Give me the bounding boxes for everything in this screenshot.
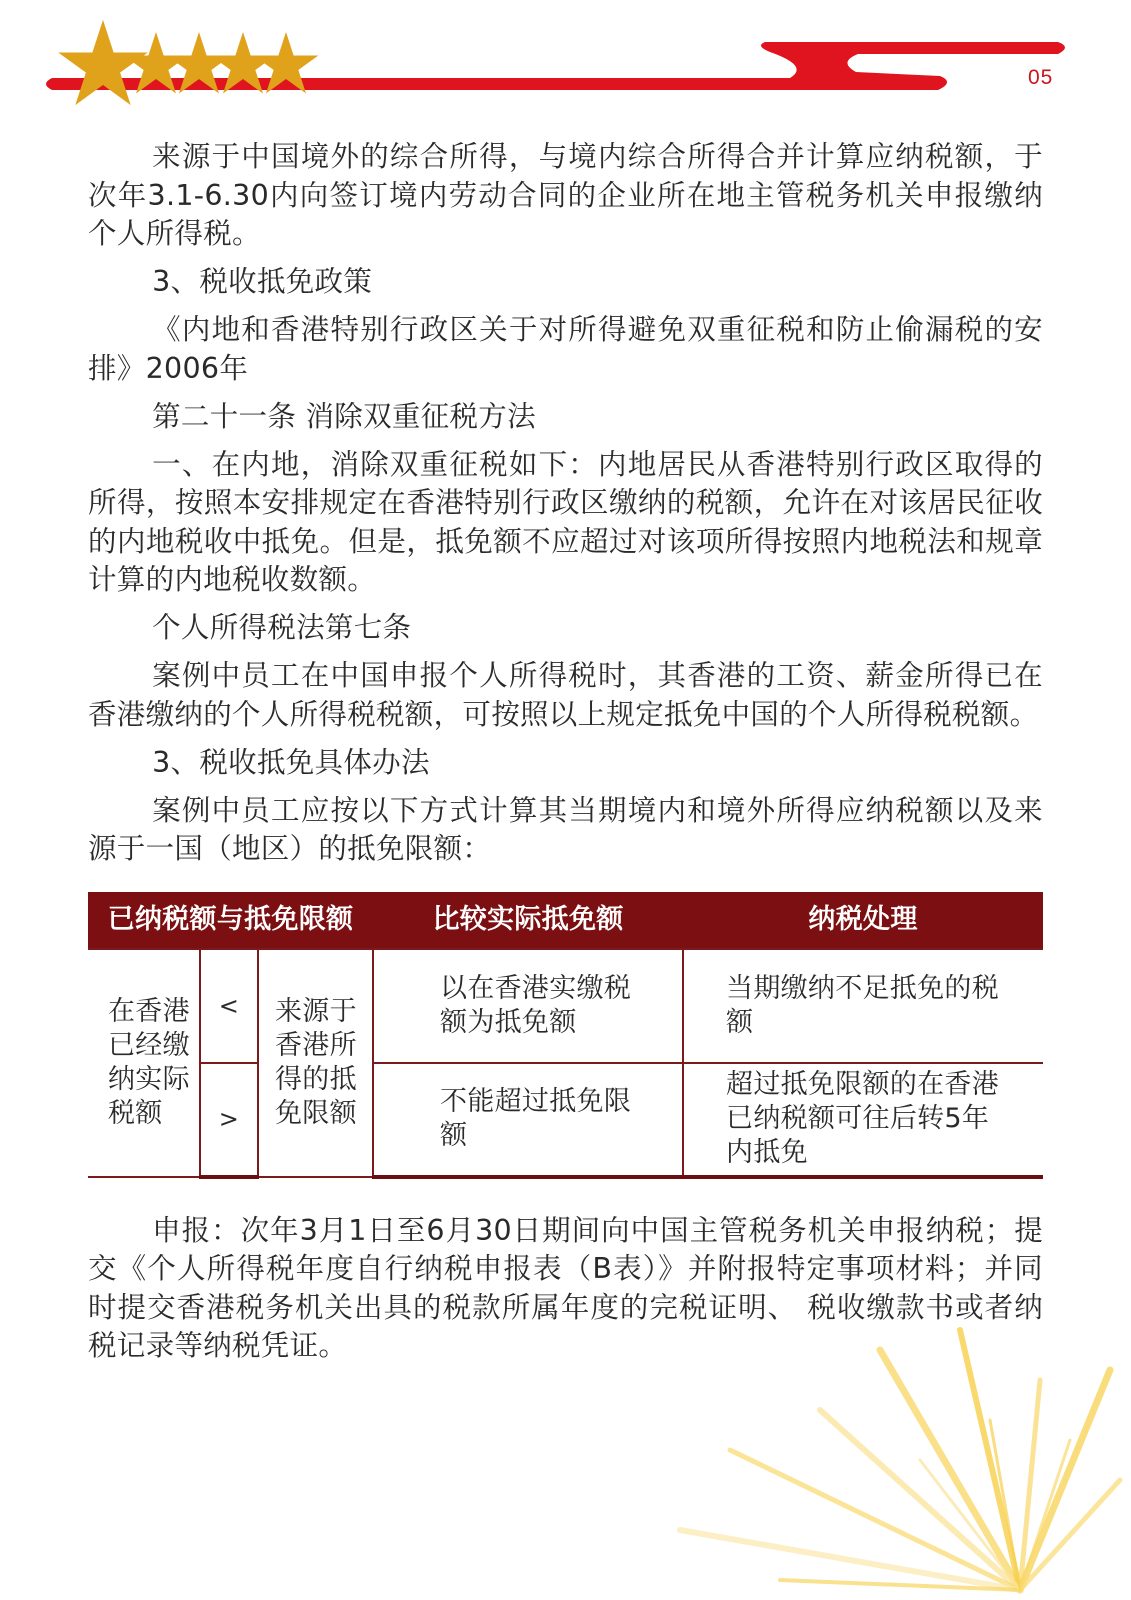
tax-credit-table (88, 892, 1043, 1179)
paragraph: 申报：次年3月1日至6月30日期间向中国主管税务机关申报纳税；提交《个人所得税年度自行纳税申报表（B表）》并附报特定事项材料；并同时提交香港税务机关出具的税款所属年度的完税证明、 税收缴款书或者纳税记录等纳税凭证。 (88, 1213, 1043, 1362)
page-number: 05 (1028, 66, 1054, 89)
result-cell: 不能超过抵免限额 (373, 1063, 683, 1177)
star-icon (231, 53, 256, 77)
table-row (88, 1063, 1043, 1177)
tax-credit-table-wrapper (88, 892, 1043, 1179)
star-icon (187, 53, 212, 77)
paragraph: 《内地和香港特别行政区关于对所得避免双重征税和防止偷漏税的安排》2006年 (88, 313, 1043, 385)
star-icon (144, 53, 169, 77)
credit-limit-cell: 来源于香港所得的抵免限额 (258, 949, 373, 1177)
star-icon (86, 49, 120, 82)
law-heading: 个人所得税法第七条 (152, 611, 412, 644)
table-row (88, 949, 1043, 1063)
table-header-cell: 纳税处理 (683, 892, 1043, 949)
article-heading: 第二十一条 消除双重征税方法 (152, 399, 536, 433)
section-heading: 3、税收抵免政策 (152, 265, 373, 298)
paragraph: 案例中员工应按以下方式计算其当期境内和境外所得应纳税额以及来源于一国（地区）的抵免限额： (88, 793, 1043, 865)
table-header-cell: 已纳税额与抵免限额 (88, 892, 373, 949)
action-cell: 当期缴纳不足抵免的税额 (683, 949, 1043, 1063)
section-heading: 3、税收抵免具体办法 (152, 745, 430, 779)
table-header-row (88, 892, 1043, 949)
main-content (88, 138, 1043, 1375)
paragraph: 案例中员工在中国申报个人所得税时，其香港的工资、薪金所得已在香港缴纳的个人所得税税额，可按照以上规定抵免中国的个人所得税税额。 (88, 659, 1043, 731)
less-than-operator: < (200, 949, 258, 1063)
header-decoration (0, 0, 1131, 110)
greater-than-operator: > (200, 1063, 258, 1177)
star-icon (274, 53, 299, 77)
paid-tax-cell: 在香港已经缴纳实际税额 (88, 949, 200, 1177)
paragraph: 一、在内地，消除双重征税如下：内地居民从香港特别行政区取得的所得，按照本安排规定在香港特别行政区缴纳的税额，允许在对该居民征收的内地税收中抵免。但是，抵免额不应超过对该项所得按照内地税法和规章计算的内地税收数额。 (88, 447, 1043, 596)
stars (86, 49, 298, 82)
firework-burst-decoration (640, 1310, 1131, 1600)
result-cell: 以在香港实缴税额为抵免额 (373, 949, 683, 1063)
action-cell: 超过抵免限额的在香港已纳税额可往后转5年内抵免 (683, 1063, 1043, 1177)
table-header-cell: 比较实际抵免额 (373, 892, 683, 949)
paragraph: 来源于中国境外的综合所得，与境内综合所得合并计算应纳税额，于次年3.1-6.30内向签订境内劳动合同的企业所在地主管税务机关申报缴纳个人所得税。 (88, 140, 1043, 250)
